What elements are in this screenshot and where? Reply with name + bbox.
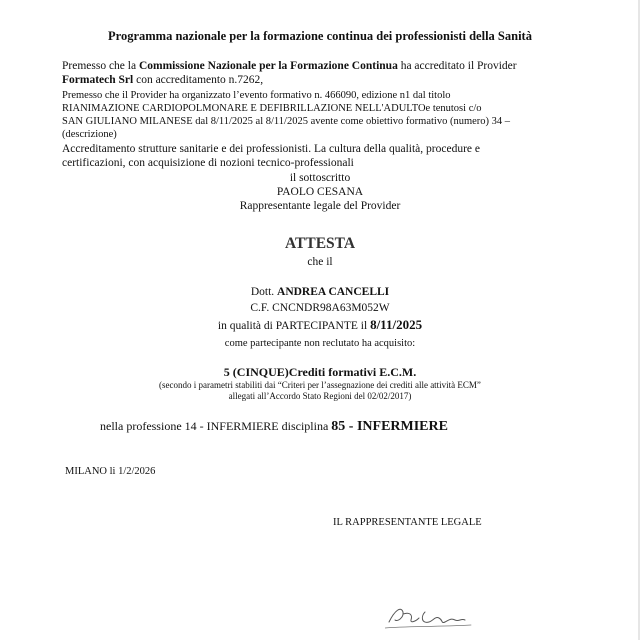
signatory-name: PAOLO CESANA [276,186,364,198]
description-label: (descrizione) [62,129,117,140]
event-location-line: SAN GIULIANO MILANESE dal 8/11/2025 al 8/11/2025 avente come obiettivo formativo (numero) 34 – [62,116,511,127]
attesta-heading: ATTESTA [284,235,356,252]
participation-mid: il [357,320,371,332]
premise-line-3: Premesso che il Provider ha organizzato l’evento formativo n. 466090, edizione n1 dal titolo [62,90,451,101]
signature-stroke-2 [422,612,465,623]
place-date: MILANO li 1/2/2026 [65,466,156,477]
premise-line-2 [62,74,263,87]
signatory-intro: il sottoscritto [289,172,351,184]
participation-role: PARTECIPANTE [275,320,358,332]
program-title: Programma nazionale per la formazione continua dei professionisti della Sanità [108,29,532,43]
provider-name: Formatech Srl [62,74,134,86]
participant-title: Dott. [250,286,278,298]
signatory-role: Rappresentante legale del Provider [239,200,401,212]
event-title-line: RIANIMAZIONE CARDIOPOLMONARE E DEFIBRILLAZIONE NELL'ADULTOe tenutosi c/o [62,103,482,114]
participation-line [0,318,640,333]
premise-line-1 [62,60,517,73]
che-il-label: che il [307,256,333,268]
profession-text: nella professione 14 - INFERMIERE disciplina [100,419,332,433]
credits-note-1: (secondo i parametri stabiliti dai “Criteri per l’assegnazione dei crediti alle attività ECM” [159,380,481,390]
handwritten-signature [385,600,495,632]
participation-pre: in qualità di [217,320,276,332]
acquired-label: come partecipante non reclutato ha acquisito: [224,338,416,349]
participant-name: ANDREA CANCELLI [277,286,390,298]
objective-line-2: certificazioni, con acquisizione di nozioni tecnico-professionali [62,157,354,169]
credits-note-2: allegati all’Accordo Stato Regioni del 02/02/2017) [228,391,412,401]
ecm-credits: 5 (CINQUE)Crediti formativi E.C.M. [223,365,417,379]
objective-line-1: Accreditamento strutture sanitarie e dei professionisti. La cultura della qualità, procedure e [62,143,480,155]
fiscal-code: C.F. CNCNDR98A63M052W [250,302,390,314]
premise-line-1-post: ha accreditato il Provider [397,60,517,72]
profession-line [100,420,448,433]
signature-stroke-1 [389,609,419,622]
commission-name: Commissione Nazionale per la Formazione Continua [138,60,398,72]
provider-accreditation: con accreditamento n.7262, [133,74,264,86]
participation-date: 8/11/2025 [370,317,423,332]
premise-line-1-pre: Premesso che la [62,60,139,72]
legal-representative-label: IL RAPPRESENTANTE LEGALE [333,517,482,528]
signature-stroke-3 [385,625,471,628]
participant-name-line [0,286,640,299]
discipline-name: 85 - INFERMIERE [331,419,448,434]
